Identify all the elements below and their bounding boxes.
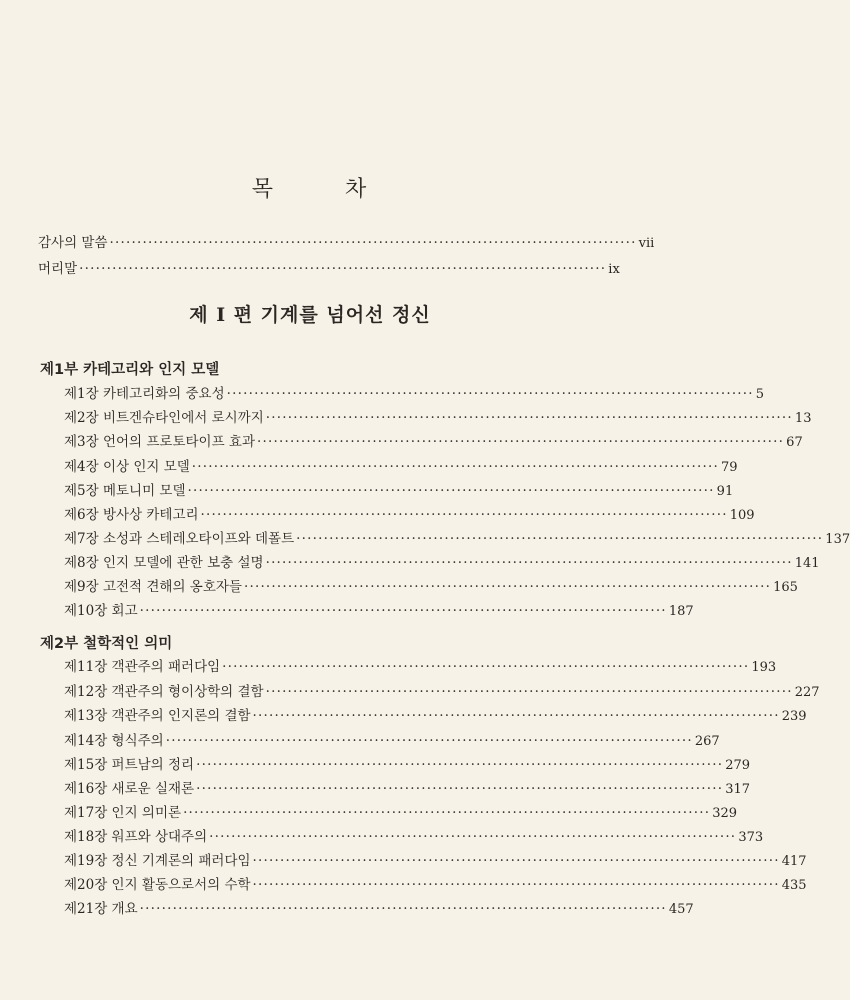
toc-entry-preface[interactable] xyxy=(38,260,620,279)
entry-label: 머리말 xyxy=(38,261,78,277)
entry-page: 435 xyxy=(781,878,807,893)
entry-page: ix xyxy=(608,262,620,277)
dot-leader: ································································································ xyxy=(252,708,780,724)
entry-label: 제13장 객관주의 인지론의 결함 xyxy=(64,708,251,724)
entry-label: 제3장 언어의 프로토타이프 효과 xyxy=(64,434,255,450)
dot-leader: ································································································ xyxy=(252,877,780,893)
dot-leader: ································································································ xyxy=(209,829,737,845)
entry-page: 279 xyxy=(725,758,751,773)
dot-leader: ································································································ xyxy=(252,853,780,869)
entry-page: vii xyxy=(638,236,655,251)
title-left: 목 xyxy=(251,177,275,202)
toc-entry[interactable] xyxy=(64,409,812,428)
entry-label: 제1장 카테고리화의 중요성 xyxy=(64,386,225,402)
toc-entry-acknowledgements[interactable] xyxy=(38,234,655,253)
part-title: 제 I 편 기계를 넘어선 정신 xyxy=(189,304,431,326)
entry-page: 227 xyxy=(794,685,820,700)
dot-leader: ································································································ xyxy=(139,901,667,917)
entry-page: 373 xyxy=(738,830,764,845)
toc-entry[interactable] xyxy=(64,658,777,677)
toc-entry[interactable] xyxy=(64,554,820,573)
toc-entry[interactable] xyxy=(64,900,694,919)
toc-entry[interactable] xyxy=(64,756,751,775)
title-right: 차 xyxy=(345,177,369,202)
toc-entry[interactable] xyxy=(64,458,738,477)
dot-leader: ································································································ xyxy=(226,386,754,402)
entry-page: 417 xyxy=(781,854,807,869)
entry-page: 165 xyxy=(773,580,798,595)
toc-entry[interactable] xyxy=(64,707,807,726)
entry-page: 141 xyxy=(794,556,820,571)
toc-entry[interactable] xyxy=(64,506,755,525)
entry-page: 109 xyxy=(729,508,755,523)
entry-page: 137 xyxy=(825,532,850,547)
toc-entry[interactable] xyxy=(64,602,694,621)
entry-page: 239 xyxy=(781,709,807,724)
entry-label: 제7장 소성과 스테레오타이프와 데폴트 xyxy=(64,531,295,547)
entry-label: 제9장 고전적 견해의 옹호자들 xyxy=(64,579,242,595)
entry-page: 457 xyxy=(668,902,694,917)
dot-leader: ································································································ xyxy=(243,579,772,595)
entry-label: 제16장 새로운 실재론 xyxy=(64,781,195,797)
dot-leader: ································································································ xyxy=(79,261,607,277)
entry-label: 제8장 인지 모델에 관한 보충 설명 xyxy=(64,555,264,571)
entry-label: 감사의 말씀 xyxy=(38,235,108,251)
dot-leader: ································································································ xyxy=(296,531,824,547)
dot-leader: ································································································ xyxy=(196,757,724,773)
entry-label: 제20장 인지 활동으로서의 수학 xyxy=(64,877,251,893)
entry-page: 267 xyxy=(694,734,720,749)
entry-label: 제2장 비트겐슈타인에서 로시까지 xyxy=(64,410,264,426)
dot-leader: ································································································ xyxy=(265,410,793,426)
toc-entry[interactable] xyxy=(64,828,764,847)
entry-page: 13 xyxy=(794,411,812,426)
dot-leader: ································································································ xyxy=(187,483,715,499)
toc-entry[interactable] xyxy=(64,482,734,501)
dot-leader: ································································································ xyxy=(265,555,793,571)
entry-label: 제6장 방사상 카테고리 xyxy=(64,507,199,523)
toc-entry[interactable] xyxy=(64,385,765,404)
toc-entry[interactable] xyxy=(64,780,751,799)
entry-label: 제18장 워프와 상대주의 xyxy=(64,829,208,845)
dot-leader: ································································································ xyxy=(265,684,793,700)
dot-leader: ································································································ xyxy=(191,459,719,475)
toc-entry[interactable] xyxy=(64,852,807,871)
entry-label: 제17장 인지 의미론 xyxy=(64,805,182,821)
entry-page: 79 xyxy=(720,460,738,475)
dot-leader: ································································································ xyxy=(109,235,637,251)
toc-entry[interactable] xyxy=(64,804,738,823)
entry-label: 제14장 형식주의 xyxy=(64,733,164,749)
toc-entry[interactable] xyxy=(64,683,820,702)
entry-label: 제5장 메토니미 모델 xyxy=(64,483,186,499)
dot-leader: ································································································ xyxy=(257,434,785,450)
section-heading: 제2부 철학적인 의미 xyxy=(40,636,173,652)
dot-leader: ································································································ xyxy=(196,781,724,797)
dot-leader: ································································································ xyxy=(183,805,711,821)
toc-entry[interactable] xyxy=(64,433,803,452)
entry-page: 193 xyxy=(751,660,777,675)
entry-label: 제15장 퍼트남의 정리 xyxy=(64,757,195,773)
entry-label: 제21장 개요 xyxy=(64,901,138,917)
toc-entry[interactable] xyxy=(64,876,807,895)
entry-label: 제10장 회고 xyxy=(64,603,138,619)
toc-entry[interactable] xyxy=(64,732,720,751)
dot-leader: ································································································ xyxy=(200,507,728,523)
section-heading: 제1부 카테고리와 인지 모델 xyxy=(40,362,220,378)
dot-leader: ································································································ xyxy=(165,733,693,749)
entry-page: 187 xyxy=(668,604,694,619)
entry-page: 329 xyxy=(712,806,738,821)
dot-leader: ································································································ xyxy=(139,603,667,619)
entry-page: 67 xyxy=(786,435,803,450)
entry-page: 5 xyxy=(755,387,765,402)
toc-entry[interactable] xyxy=(64,530,850,549)
entry-label: 제11장 객관주의 패러다임 xyxy=(64,659,221,675)
entry-label: 제12장 객관주의 형이상학의 결함 xyxy=(64,684,264,700)
entry-label: 제19장 정신 기계론의 패러다임 xyxy=(64,853,251,869)
entry-label: 제4장 이상 인지 모델 xyxy=(64,459,190,475)
entry-page: 91 xyxy=(716,484,734,499)
dot-leader: ································································································ xyxy=(222,659,750,675)
entry-page: 317 xyxy=(725,782,751,797)
page-title xyxy=(0,172,620,203)
toc-entry[interactable] xyxy=(64,578,798,597)
